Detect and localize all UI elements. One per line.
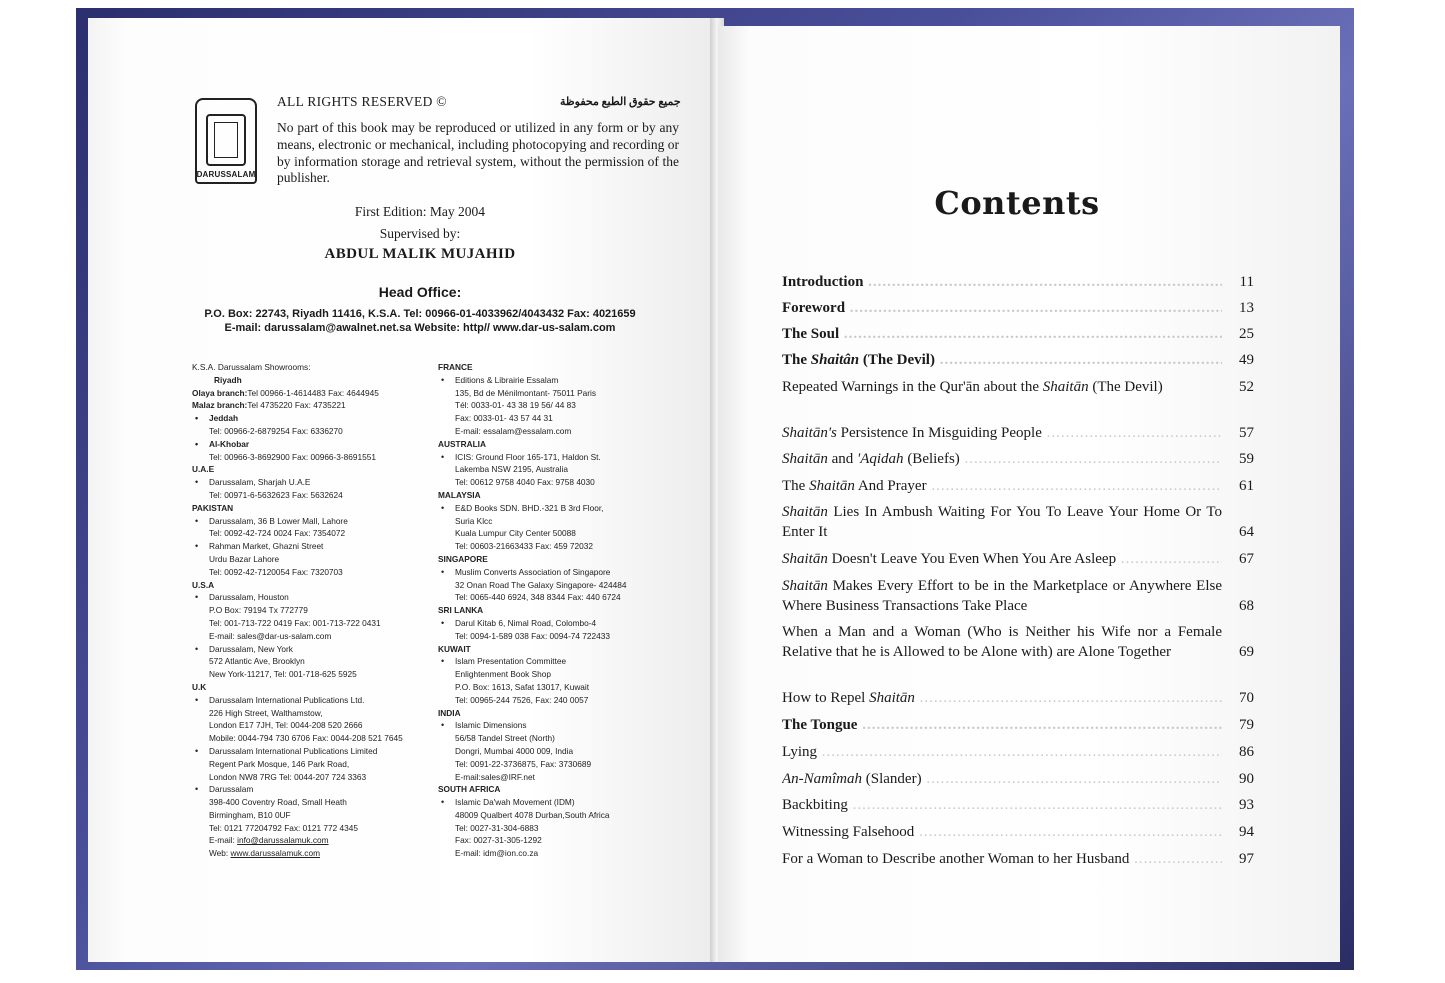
- toc-entry[interactable]: [782, 796, 1254, 816]
- uk-line: • Darussalam International Publications Limited: [192, 745, 403, 758]
- toc-page-number: 69: [1239, 643, 1254, 660]
- toc-entry-title: An-Namîmah (Slander) .....: [782, 770, 1222, 790]
- toc-entry[interactable]: [782, 743, 1254, 763]
- india-line: 56/58 Tandel Street (North): [455, 733, 555, 744]
- olaya-contact: Tel 00966-1-4614483 Fax: 4644945: [247, 387, 379, 398]
- ksa-title: K.S.A. Darussalam Showrooms:: [192, 362, 311, 372]
- uk-title: U.K: [192, 681, 207, 692]
- showrooms-column-left: [192, 361, 403, 860]
- srilanka-title: SRI LANKA: [438, 605, 484, 616]
- srilanka-line: Tel: 0094-1-589 038 Fax: 0094-74 722433: [455, 630, 610, 641]
- jeddah-contact: Tel: 00966-2-6879254 Fax: 6336270: [209, 425, 343, 436]
- malaz-contact: Tel 4735220 Fax: 4735221: [247, 400, 346, 411]
- pakistan-line: Tel: 0092-42-7120054 Fax: 7320703: [209, 566, 343, 577]
- toc-page-number: 70: [1239, 690, 1254, 706]
- malaysia-line: Suria Klcc: [455, 515, 493, 526]
- uk-line: • Darussalam: [192, 783, 403, 796]
- toc-entry-title: The Tongue .....: [782, 716, 1222, 736]
- toc-entry-title: The Soul .....: [782, 325, 1222, 345]
- toc-entry[interactable]: [782, 450, 1254, 470]
- pakistan-line: • Darussalam, 36 B Lower Mall, Lahore: [192, 515, 403, 528]
- usa-line: 572 Atlantic Ave, Brooklyn: [209, 656, 305, 667]
- toc-entry-title: Shaitān Lies In Ambush Waiting For You To Leave Your Home Or To Enter It: [782, 504, 1222, 540]
- supervisor-name: ABDUL MALIK MUJAHID: [324, 246, 516, 262]
- toc-page-number: 94: [1239, 824, 1254, 840]
- singapore-title: SINGAPORE: [438, 553, 488, 564]
- uk-line: 398-400 Coventry Road, Small Heath: [209, 797, 347, 808]
- kuwait-line: Tel: 00965-244 7526, Fax: 240 0057: [455, 694, 589, 705]
- srilanka-line: • Darul Kitab 6, Nimal Road, Colombo-4: [438, 617, 626, 630]
- toc-page-number: 68: [1239, 597, 1254, 614]
- contents-title: Contents: [934, 184, 1100, 222]
- toc-page-number: 90: [1239, 771, 1254, 787]
- toc-entry-title: Shaitān and 'Aqidah (Beliefs) .....: [782, 450, 1222, 470]
- head-office-email: E-mail: darussalam@awalnet.net.sa Website: http// www.dar-us-salam.com: [224, 322, 616, 334]
- uk-web-label: Web:: [209, 848, 231, 859]
- jeddah-label: • Jeddah: [192, 412, 403, 425]
- uae-name: • Darussalam, Sharjah U.A.E: [192, 476, 403, 489]
- toc-page-number: 49: [1239, 352, 1254, 368]
- toc-entry[interactable]: [782, 577, 1254, 616]
- toc-entry[interactable]: [782, 623, 1254, 662]
- france-line: Fax: 0033-01- 43 57 44 31: [455, 413, 553, 424]
- toc-entry-title: When a Man and a Woman (Who is Neither his Wife nor a Female Relative that he is Allowed to be Alone with) are Alone Together: [782, 624, 1222, 660]
- supervised-by-label: Supervised by:: [379, 226, 461, 241]
- pakistan-title: PAKISTAN: [192, 502, 234, 513]
- usa-line: • Darussalam, New York: [192, 643, 403, 656]
- toc-entry-title: Introduction .....: [782, 273, 1222, 293]
- toc-page-number: 86: [1239, 744, 1254, 760]
- france-line: E-mail: essalam@essalam.com: [455, 425, 572, 436]
- toc-page-number: 13: [1239, 300, 1254, 316]
- australia-line: • ICIS: Ground Floor 165-171, Haldon St.: [438, 451, 626, 464]
- toc-page-number: 79: [1239, 717, 1254, 733]
- france-title: FRANCE: [438, 362, 473, 372]
- australia-line: Lakemba NSW 2195, Australia: [455, 464, 568, 475]
- toc-entry[interactable]: [782, 299, 1254, 319]
- toc-page-number: 97: [1239, 851, 1254, 867]
- uk-email-link[interactable]: info@darussalamuk.com: [237, 835, 329, 846]
- usa-line: • Darussalam, Houston: [192, 591, 403, 604]
- uk-line: Tel: 0121 77204792 Fax: 0121 772 4345: [209, 822, 359, 833]
- uae-contact: Tel: 00971-6-5632623 Fax: 5632624: [209, 489, 343, 500]
- toc-entry-title: Repeated Warnings in the Qur'ān about the Shaitān (The Devil): [782, 379, 1163, 395]
- uk-line: 226 High Street, Walthamstow,: [209, 707, 323, 718]
- kuwait-line: P.O. Box: 1613, Safat 13017, Kuwait: [455, 681, 590, 692]
- southafrica-title: SOUTH AFRICA: [438, 784, 501, 795]
- usa-title: U.S.A: [192, 579, 215, 590]
- pakistan-line: Urdu Bazar Lahore: [209, 553, 280, 564]
- kuwait-line: • Islam Presentation Committee: [438, 655, 626, 668]
- malaysia-line: • E&D Books SDN. BHD.-321 B 3rd Floor,: [438, 502, 626, 515]
- toc-page-number: 93: [1239, 797, 1254, 813]
- singapore-line: Tel: 0065-440 6924, 348 8344 Fax: 440 6724: [455, 592, 621, 603]
- toc-entry[interactable]: [782, 503, 1254, 542]
- toc-entry[interactable]: [782, 273, 1254, 293]
- logo-text: DARUSSALAM: [196, 170, 256, 179]
- usa-line: P.O Box: 79194 Tx 772779: [209, 605, 308, 616]
- singapore-line: 32 Onan Road The Galaxy Singapore- 424484: [455, 579, 627, 590]
- head-office-title: Head Office:: [378, 284, 462, 300]
- india-line: Dongri, Mumbai 4000 009, India: [455, 745, 574, 756]
- toc-entry[interactable]: [782, 689, 1254, 709]
- usa-line: E-mail: sales@dar-us-salam.com: [209, 630, 332, 641]
- malaysia-title: MALAYSIA: [438, 489, 481, 500]
- rights-reserved: ALL RIGHTS RESERVED ©: [277, 94, 447, 109]
- singapore-line: • Muslim Converts Association of Singapore: [438, 566, 626, 579]
- toc-entry-title: Foreword .....: [782, 299, 1222, 319]
- southafrica-line: E-mail: idm@ion.co.za: [455, 848, 539, 859]
- uae-title: U.A.E: [192, 464, 215, 475]
- toc-entry-title: Lying .....: [782, 743, 1222, 763]
- toc-page-number: 59: [1239, 451, 1254, 467]
- malaysia-line: Kuala Lumpur City Center 50088: [455, 528, 576, 539]
- darussalam-logo: [195, 98, 257, 184]
- toc-entry-title: Shaitān's Persistence In Misguiding People .....: [782, 424, 1222, 444]
- toc-page-number: 67: [1239, 551, 1254, 567]
- toc-entry[interactable]: [782, 351, 1254, 371]
- showrooms-column-right: [438, 361, 626, 860]
- toc-entry-title: Shaitān Doesn't Leave You Even When You Are Asleep .....: [782, 550, 1222, 570]
- toc-entry[interactable]: [782, 550, 1254, 570]
- toc-entry[interactable]: [782, 325, 1254, 345]
- khobar-label: • Al-Khobar: [192, 438, 403, 451]
- france-line: 135, Bd de Ménilmontant- 75011 Paris: [455, 387, 596, 398]
- uk-email-label: E-mail:: [209, 835, 238, 846]
- usa-line: New York-11217, Tel: 001-718-625 5925: [209, 669, 357, 680]
- southafrica-line: Tel: 0027-31-304-6883: [455, 822, 539, 833]
- copyright-notice: No part of this book may be reproduced or utilized in any form or by any means, electronic or mechanical, including photocopying and recording or by information storage and retrieval system, without the permission of the publisher.: [277, 120, 679, 186]
- toc-entry[interactable]: [782, 424, 1254, 444]
- toc-entry-title: The Shaitân (The Devil) .....: [782, 351, 1222, 371]
- edition-line: First Edition: May 2004: [354, 204, 486, 219]
- pakistan-line: • Rahman Market, Ghazni Street: [192, 540, 403, 553]
- kuwait-title: KUWAIT: [438, 643, 471, 654]
- toc-page-number: 64: [1239, 523, 1254, 540]
- toc-page-number: 61: [1239, 478, 1254, 494]
- india-line: Tel: 0091-22-3736875, Fax: 3730689: [455, 758, 592, 769]
- toc-page-number: 25: [1239, 326, 1254, 342]
- toc-page-number: 11: [1239, 274, 1254, 290]
- toc-entry-title: Shaitān Makes Every Effort to be in the Marketplace or Anywhere Else Where Business Transactions Take Place: [782, 578, 1222, 614]
- usa-line: Tel: 001-713-722 0419 Fax: 001-713-722 0431: [209, 617, 381, 628]
- uk-line: London E17 7JH, Tel: 0044-208 520 2666: [209, 720, 363, 731]
- toc-entry[interactable]: [782, 477, 1254, 497]
- pakistan-line: Tel: 0092-42-724 0024 Fax: 7354072: [209, 528, 346, 539]
- toc-entry-title: Backbiting .....: [782, 796, 1222, 816]
- toc-entry-title: Witnessing Falsehood .....: [782, 823, 1222, 843]
- arabic-rights: جميع حقوق الطبع محفوظة: [560, 96, 681, 108]
- uk-line: London NW8 7RG Tel: 0044-207 724 3363: [209, 771, 367, 782]
- uk-web-link[interactable]: www.darussalamuk.com: [230, 848, 320, 859]
- india-title: INDIA: [438, 707, 461, 718]
- riyadh-label: Riyadh: [214, 374, 242, 385]
- australia-title: AUSTRALIA: [438, 438, 486, 449]
- toc-entry-title: The Shaitān And Prayer .....: [782, 477, 1222, 497]
- toc-entry[interactable]: [782, 823, 1254, 843]
- logo-emblem-icon: [206, 114, 246, 166]
- uk-line: Mobile: 0044-794 730 6706 Fax: 0044-208 521 7645: [209, 733, 403, 744]
- france-line: Tél: 0033-01- 43 38 19 56/ 44 83: [455, 400, 576, 411]
- uk-line: Birmingham, B10 0UF: [209, 809, 291, 820]
- toc-entry[interactable]: [782, 770, 1254, 790]
- toc-page-number: 57: [1239, 425, 1254, 441]
- india-line: • Islamic Dimensions: [438, 719, 626, 732]
- southafrica-line: • Islamic Da'wah Movement (IDM): [438, 796, 626, 809]
- toc-entry[interactable]: [782, 716, 1254, 736]
- toc-entry-title: How to Repel Shaitān .....: [782, 689, 1222, 709]
- france-line: • Editions & Librairie Essalam: [438, 374, 626, 387]
- uk-line: Regent Park Mosque, 146 Park Road,: [209, 758, 350, 769]
- toc-entry-title: For a Woman to Describe another Woman to her Husband .....: [782, 850, 1222, 870]
- southafrica-line: Fax: 0027-31-305-1292: [455, 835, 542, 846]
- toc-entry[interactable]: [782, 850, 1254, 870]
- toc-entry[interactable]: [782, 378, 1254, 398]
- india-line: E-mail:sales@IRF.net: [455, 771, 535, 782]
- southafrica-line: 48009 Qualbert 4078 Durban,South Africa: [455, 809, 610, 820]
- head-office-address: P.O. Box: 22743, Riyadh 11416, K.S.A. Tel: 00966-01-4033962/4043432 Fax: 4021659: [204, 308, 636, 320]
- toc-page-number: 52: [1239, 379, 1254, 395]
- khobar-contact: Tel: 00966-3-8692900 Fax: 00966-3-8691551: [209, 451, 376, 462]
- malaz-label: Malaz branch:: [192, 400, 248, 411]
- olaya-label: Olaya branch:: [192, 387, 248, 398]
- kuwait-line: Enlightenment Book Shop: [455, 669, 551, 680]
- uk-line: • Darussalam International Publications Ltd.: [192, 694, 403, 707]
- malaysia-line: Tel: 00603-21663433 Fax: 459 72032: [455, 541, 593, 552]
- australia-line: Tel: 00612 9758 4040 Fax: 9758 4030: [455, 477, 595, 488]
